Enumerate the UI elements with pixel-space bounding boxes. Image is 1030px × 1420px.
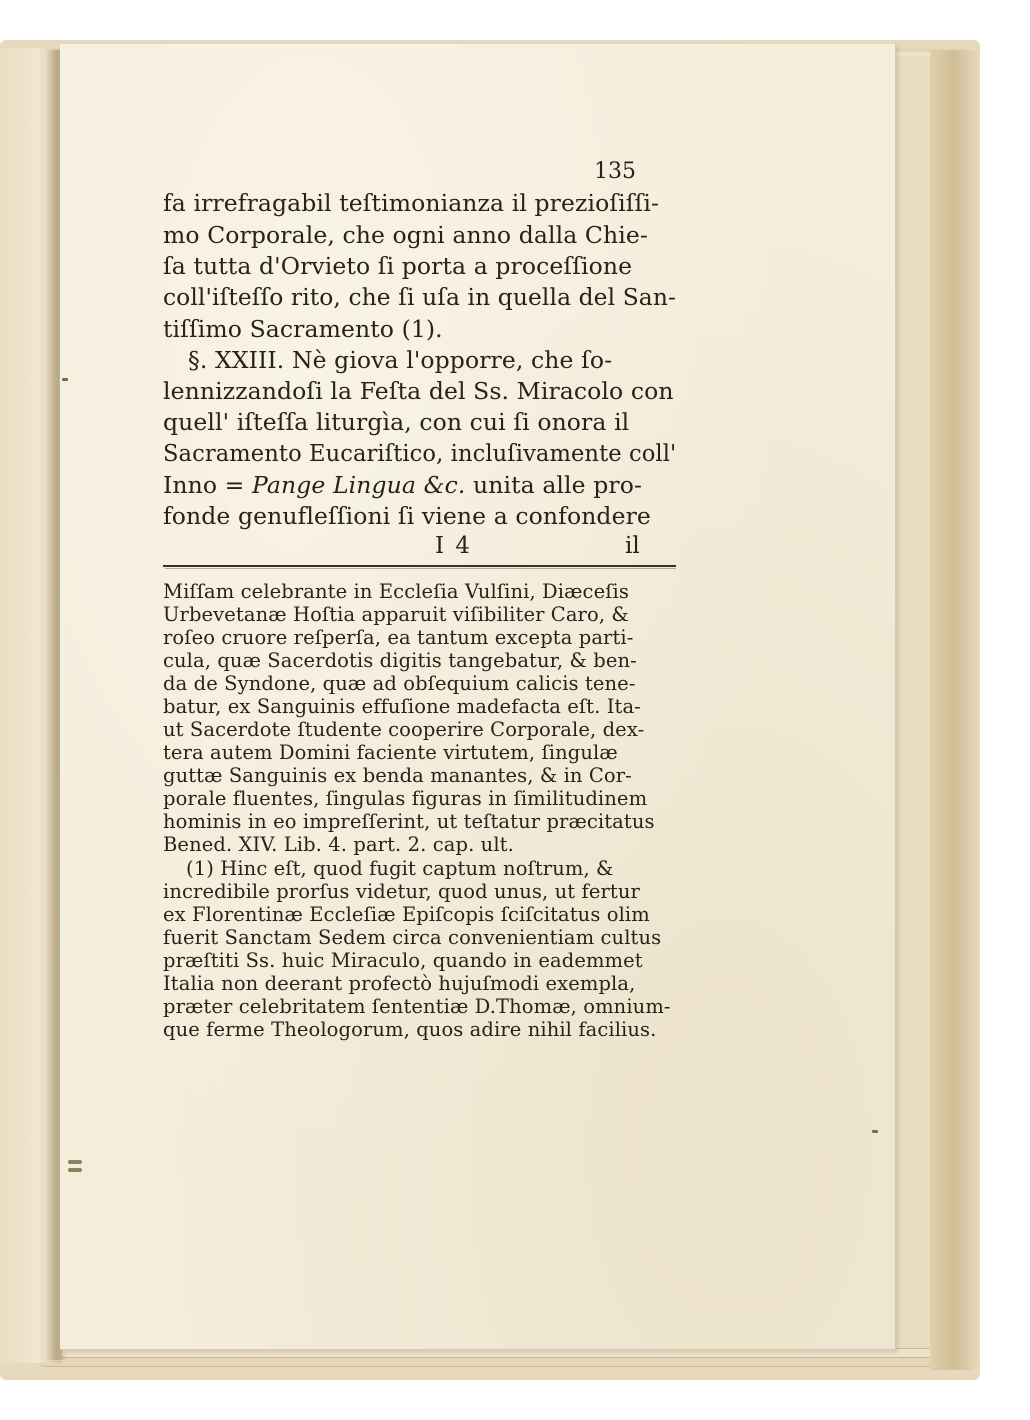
binding-stitch <box>68 1168 82 1172</box>
body-line: lennizzandoſi la Feſta del Ss. Miracolo con <box>163 377 674 405</box>
ink-mark <box>872 1130 878 1133</box>
page-number: 135 <box>594 159 636 184</box>
footnote-line: roſeo cruore reſperſa, ea tantum excepta parti- <box>163 626 634 649</box>
footnote-line: præter celebritatem ſententiæ D.Thomæ, omnium- <box>163 995 671 1018</box>
footnote-line: ut Sacerdote ſtudente cooperire Corporale, dex- <box>163 718 645 741</box>
footnote-line: Miſſam celebrante in Eccleſia Vulſini, Diæceſis <box>163 580 629 603</box>
footnote-line: fuerit Sanctam Sedem circa convenientiam cultus <box>163 926 662 949</box>
footnote-rule-shadow <box>165 568 676 569</box>
catchword: il <box>625 533 640 559</box>
body-line: mo Corporale, che ogni anno dalla Chie- <box>163 221 648 249</box>
body-text: unita alle pro- <box>465 471 643 499</box>
footnote-line: da de Syndone, quæ ad obſequium calicis tene- <box>163 672 636 695</box>
signature-mark: I 4 <box>435 533 473 559</box>
footnote-line: Italia non deerant profectò hujuſmodi exempla, <box>163 972 636 995</box>
footnote-line: tera autem Domini faciente virtutem, ſingulæ <box>163 741 618 764</box>
body-line: fonde genufleſſioni ſi viene a confondere <box>163 502 651 530</box>
binding-stitch <box>68 1160 82 1164</box>
footnote-line: incredibile prorſus videtur, quod unus, ut fertur <box>163 880 640 903</box>
footnote-line: ex Florentinæ Eccleſiæ Epiſcopis ſciſcitatus olim <box>163 903 650 926</box>
body-line <box>163 471 642 499</box>
footnote-line: Bened. XIV. Lib. 4. part. 2. cap. ult. <box>163 833 514 856</box>
binding-mark <box>62 378 68 381</box>
body-line: coll'iſteſſo rito, che ſi uſa in quella del San- <box>163 283 676 311</box>
footnote-line: (1) Hinc eſt, quod fugit captum noſtrum, & <box>186 857 614 880</box>
footnote-line: que ferme Theologorum, quos adire nihil facilius. <box>163 1018 657 1041</box>
book-fore-edge <box>930 50 978 1370</box>
footnote-line: præſtiti Ss. huic Miraculo, quando in eademmet <box>163 949 643 972</box>
footnote-line: porale fluentes, ſingulas figuras in ſimilitudinem <box>163 787 648 810</box>
body-line: ſa tutta d'Orvieto ſi porta a proceſſione <box>163 252 633 280</box>
footnote-line: batur, ex Sanguinis effuſione madefacta eſt. Ita- <box>163 695 641 718</box>
body-line: quell' iſteſſa liturgìa, con cui ſi onora il <box>163 408 630 436</box>
footnote-line: cula, quæ Sacerdotis digitis tangebatur, & ben- <box>163 649 637 672</box>
footnote-rule <box>163 565 676 567</box>
body-line: tiſſimo Sacramento (1). <box>163 315 443 343</box>
footnote-line: hominis in eo impreſſerint, ut teſtatur præcitatus <box>163 810 655 833</box>
body-line: fa irrefragabil teſtimonianza il prezioſiſſi- <box>163 189 660 217</box>
hymn-title: Pange Lingua &c. <box>252 471 466 499</box>
footnote-line: guttæ Sanguinis ex benda manantes, & in Cor- <box>163 764 632 787</box>
body-text: Inno = <box>163 471 253 499</box>
body-line: Sacramento Eucariſtico, incluſivamente coll' <box>163 439 677 467</box>
footnote-line: Urbevetanæ Hoſtia apparuit viſibiliter Caro, & <box>163 603 629 626</box>
section-heading-line: §. XXIII. Nè giova l'opporre, che ſo- <box>188 346 613 374</box>
